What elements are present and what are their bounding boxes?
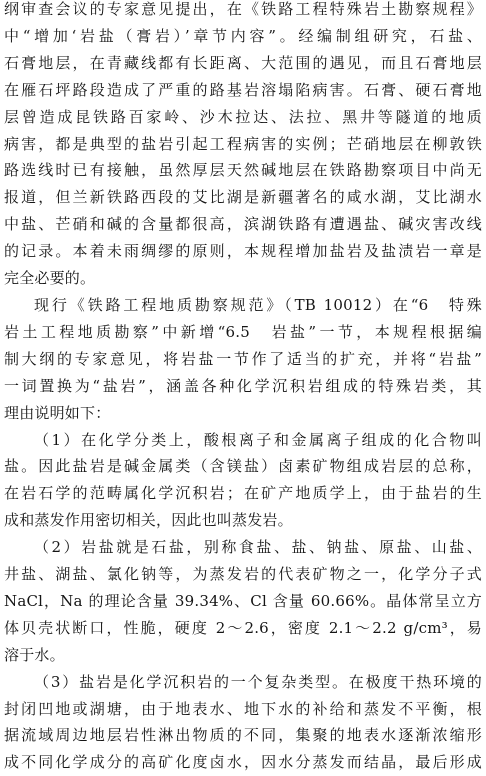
text-line: 病害，都是典型的盐岩引起工程病害的实例；芒硝地层在柳敦铁 — [4, 134, 482, 153]
text-line: 成和蒸发作用密切相关，因此也叫蒸发岩。 — [4, 511, 293, 530]
text-line: 石膏地层，在青藏线都有长距离、大范围的遇见，而且石膏地层 — [4, 53, 482, 72]
text-line: 报道，但兰新铁路西段的艾比湖是新疆著名的咸水湖，艾比湖水 — [4, 188, 482, 207]
text-line: 现行《铁路工程地质勘察规范》（TB 10012）在“6 特殊 — [34, 295, 482, 314]
paragraph-4 — [4, 534, 482, 669]
text-line: 成不同化学成分的高矿化度卤水，因水分蒸发而结晶，最后形成 — [4, 753, 482, 772]
text-line: 层曾造成昆铁路百家岭、沙木拉达、法拉、黑井等隧道的地质 — [4, 107, 482, 126]
text-line: 封闭凹地或湖塘，由于地表水、地下水的补给和蒸发不平衡，根 — [4, 699, 482, 718]
text-line: 据流域周边地层岩性淋出物质的不同，集聚的地表水逐渐浓缩形 — [4, 726, 482, 745]
text-line: 在岩石学的范畴属化学沉积岩；在矿产地质学上，由于盐岩的生 — [4, 484, 482, 503]
text-line: 溶于水。 — [4, 645, 65, 664]
text-line: 井盐、湖盐、氯化钠等，为蒸发岩的代表矿物之一，化学分子式 — [4, 565, 482, 584]
paragraph-2 — [4, 292, 482, 427]
text-line: （1）在化学分类上，酸根离子和金属离子组成的化合物叫 — [34, 430, 482, 449]
text-line: 路选线时已有接触，虽然厚层天然碱地层在铁路勘察项目中尚无 — [4, 161, 482, 180]
text-line: 中盐、芒硝和碱的含量都很高，滨湖铁路有遭遇盐、碱灾害改线 — [4, 215, 482, 234]
text-line: （2）岩盐就是石盐，别称食盐、盐、钠盐、原盐、山盐、 — [34, 538, 482, 557]
text-line: 理由说明如下： — [4, 403, 111, 422]
paragraph-3 — [4, 427, 482, 535]
paragraph-1 — [4, 0, 482, 292]
document-page — [4, 0, 482, 772]
text-line: 的记录。本着未雨绸缪的原则，本规程增加盐岩及盐渍岩一章是 — [4, 242, 482, 261]
text-line: 制大纲的专家意见，将岩盐一节作了适当的扩充，并将“岩盐” — [4, 349, 482, 368]
text-line: 纲审查会议的专家意见提出，在《铁路工程特殊岩土勘察规程》 — [4, 0, 482, 18]
text-line: 体贝壳状断口，性脆，硬度 2～2.6，密度 2.1～2.2 g/cm³，易 — [4, 618, 482, 637]
text-line: 在雁石坪路段造成了严重的路基岩溶塌陷病害。石膏、硬石膏地 — [4, 80, 482, 99]
text-line: （3）盐岩是化学沉积岩的一个复杂类型。在极度干热环境的 — [34, 672, 482, 691]
text-line: 一词置换为“盐岩”，涵盖各种化学沉积岩组成的特殊岩类，其 — [4, 376, 482, 395]
text-line: 中“增加‘岩盐（膏岩）’章节内容”。经编制组研究，石盐、 — [4, 26, 482, 45]
paragraph-5 — [4, 669, 482, 776]
text-line: 岩土工程地质勘察”中新增“6.5 岩盐”一节，本规程根据编 — [4, 322, 482, 341]
text-line: 盐。因此盐岩是碱金属类（含镁盐）卤素矿物组成岩层的总称， — [4, 457, 482, 476]
text-line: 完全必要的。 — [4, 269, 96, 288]
text-line: NaCl，Na 的理论含量 39.34%、Cl 含量 60.66%。晶体常呈立方 — [4, 591, 482, 610]
